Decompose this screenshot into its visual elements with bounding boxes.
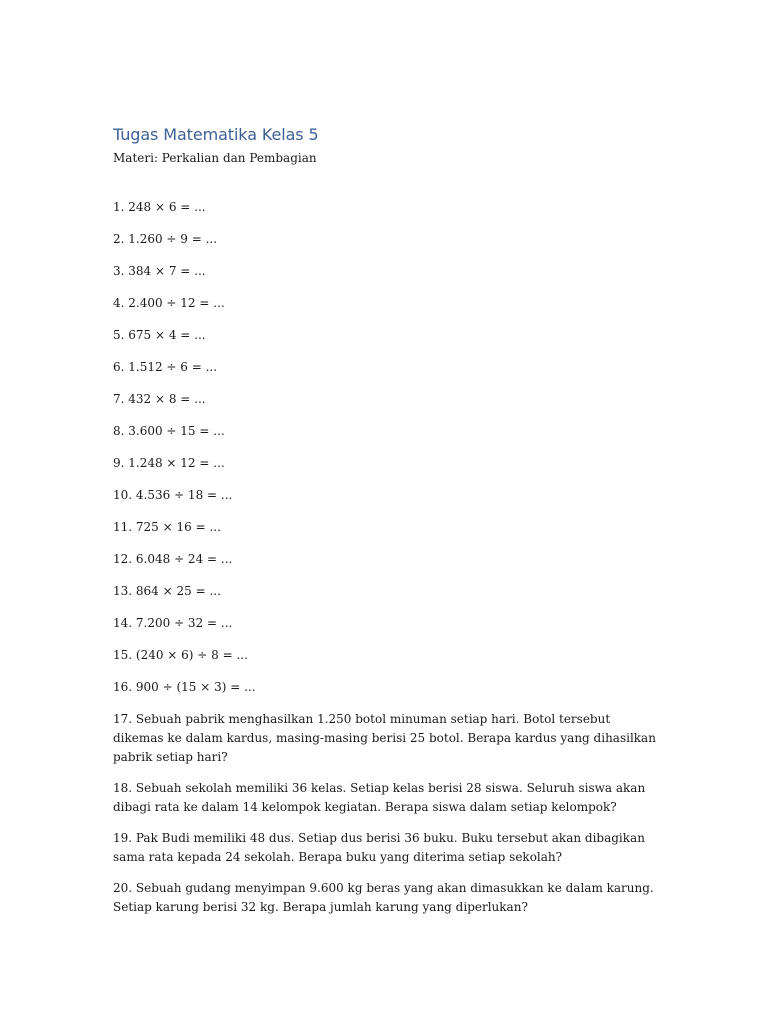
question-item: 7. 432 × 8 = ... [113,392,206,406]
question-item: 2. 1.260 ÷ 9 = ... [113,232,218,246]
word-problem-item: 20. Sebuah gudang menyimpan 9.600 kg beras yang akan dimasukkan ke dalam karung. Setiap karung berisi 32 kg. Berapa jumlah karung yang diperlukan? [113,881,654,914]
question-item: 3. 384 × 7 = ... [113,264,206,278]
question-item: 8. 3.600 ÷ 15 = ... [113,424,225,438]
question-item: 10. 4.536 ÷ 18 = ... [113,488,233,502]
question-item: 16. 900 ÷ (15 × 3) = ... [113,680,256,694]
question-item: 1. 248 × 6 = ... [113,200,206,214]
document-page [113,122,658,929]
document-subtitle: Materi: Perkalian dan Pembagian [113,151,317,165]
word-problem-item: 18. Sebuah sekolah memiliki 36 kelas. Setiap kelas berisi 28 siswa. Seluruh siswa akan dibagi rata ke dalam 14 kelompok kegiatan. Berapa siswa dalam setiap kelompok? [113,781,646,814]
word-problem-item: 19. Pak Budi memiliki 48 dus. Setiap dus berisi 36 buku. Buku tersebut akan dibagikan sama rata kepada 24 sekolah. Berapa buku yang diterima setiap sekolah? [113,831,645,864]
document-title: Tugas Matematika Kelas 5 [113,125,319,144]
question-item: 6. 1.512 ÷ 6 = ... [113,360,218,374]
question-item: 12. 6.048 ÷ 24 = ... [113,552,233,566]
question-list [113,198,658,917]
question-item: 4. 2.400 ÷ 12 = ... [113,296,225,310]
question-item: 15. (240 × 6) ÷ 8 = ... [113,648,248,662]
question-item: 13. 864 × 25 = ... [113,584,221,598]
question-item: 9. 1.248 × 12 = ... [113,456,225,470]
question-item: 14. 7.200 ÷ 32 = ... [113,616,233,630]
question-item: 5. 675 × 4 = ... [113,328,206,342]
question-item: 11. 725 × 16 = ... [113,520,221,534]
word-problem-item: 17. Sebuah pabrik menghasilkan 1.250 botol minuman setiap hari. Botol tersebut dikemas ke dalam kardus, masing-masing berisi 25 botol. Berapa kardus yang dihasilkan pabrik setiap hari? [113,712,656,764]
